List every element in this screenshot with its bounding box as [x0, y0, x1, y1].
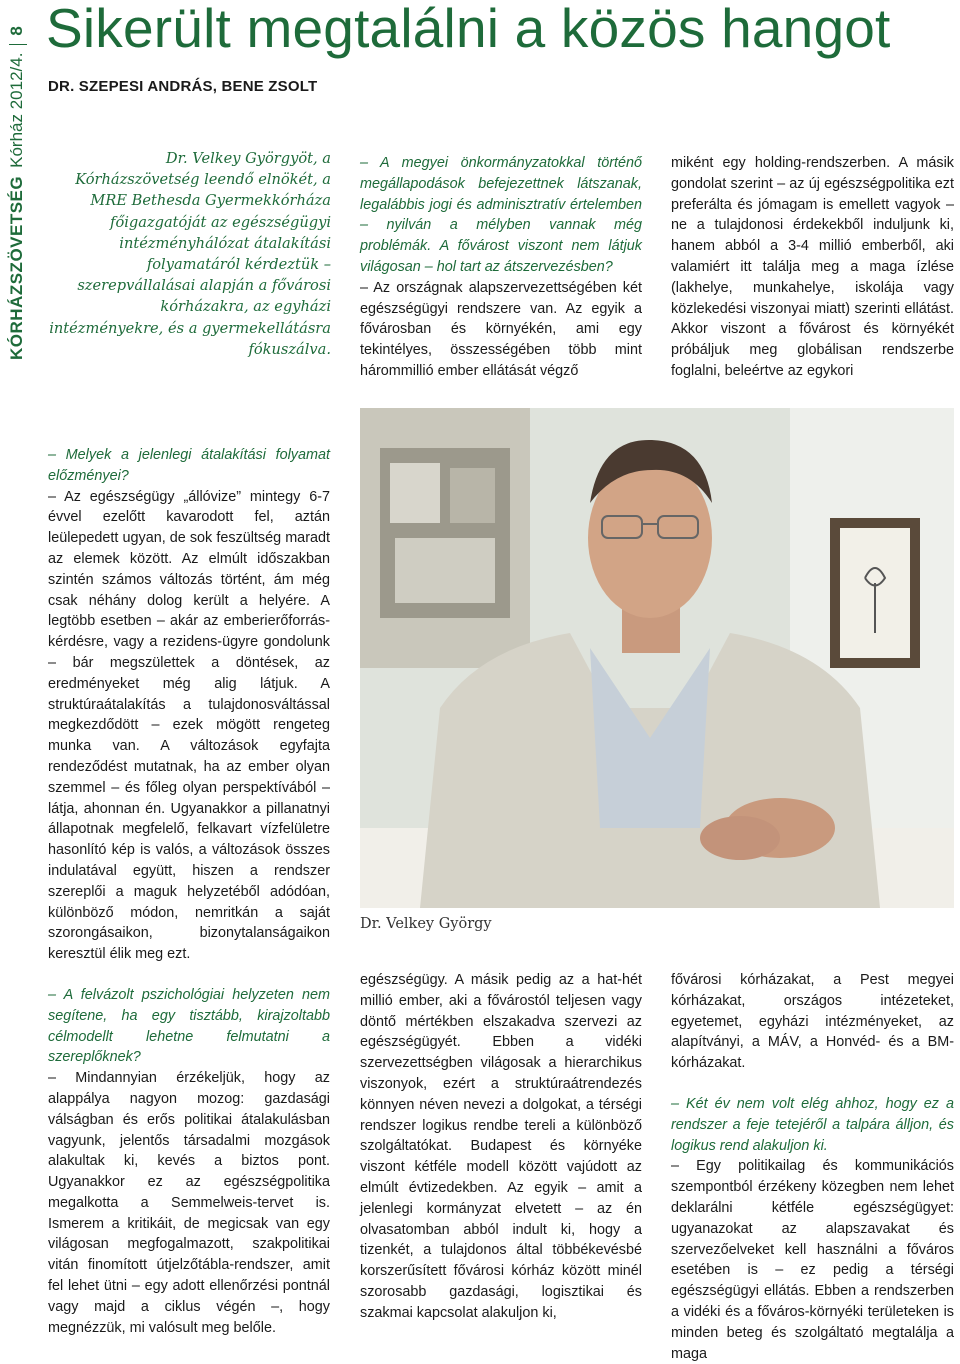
photo-caption: Dr. Velkey György [360, 916, 492, 932]
article-authors: DR. SZEPESI ANDRÁS, BENE ZSOLT [48, 78, 318, 95]
column-2-top [360, 153, 642, 382]
question: – A felvázolt pszichológiai helyzeten nem segítene, ha egy tisztább, kirajzoltabb célmodellt lehetne felmutatni a szereplőknek? [48, 986, 330, 1066]
answer: – Az országnak alapszervezettségében két egészségügyi rendszere van. Az egyik a fővárosban és környékén, ami egy tekintélyes, összességében több mint hárommillió ember ellátását végző [360, 279, 642, 379]
body-text: egészségügy. A másik pedig az a hat-hét millió ember, aki a fővárostól teljesen vagy döntő mértékben elszakadva szervezi az egészségügyét. Ebben a vidéki szervezettségben világosak a hierarchikus viszonyok, ezért a struktúraátrendezés könnyen néven nevezi a dolgokat, a térségi rendszer logikus rendbe tereli a különböző szolgáltatókat. Budapest és környéke viszont kétféle modell között vajúdott az elmúlt évtizedekben. Az egyik – amit a jelenlegi kormányzat elvetett – az én olvasatomban abból indult ki, hogy a tizenkét, a tulajdonos által többékevésbé korszerűsített fővárosi kórház között minél szorosabb gazdasági, logisztikai és szakmai kapcsolat alakuljon ki, [360, 972, 642, 1321]
body-text: miként egy holding-rendszerben. A másik gondolat szerint – az új egészségpolitika ezt preferálta és jómagam is emellett vagyok – ne a tulajdonosi érdekekből induljunk ki, hanem abból a 3-4 millió emberből, aki valamiért itt találja meg a maga ízlése (lakhelye, munkahelye, iskolája vagy közlekedési viszonyai miatt) szerinti ellátást. Akkor viszont a fővárost és környékét próbáljuk meg globálisan rendszerbe foglalni, beleértve az egykori [671, 155, 954, 379]
magazine-brand: KÓRHÁZSZÖVETSÉG [7, 175, 26, 360]
article-title: Sikerült megtalálni a közös hangot [46, 0, 891, 59]
answer: fővárosi kórházakat, a Pest megyei kórházakat, országos intézeteket, egyetemet, egyházi intézményeket, az alapítványi, a MÁV, a Honvéd- és a BM-kórházakat. [671, 972, 954, 1072]
page-number: 8 [7, 26, 26, 36]
side-header [0, 0, 34, 360]
column-1 [48, 445, 330, 1338]
column-3-bottom [671, 970, 954, 1364]
answer: – Mindannyian érzékeljük, hogy az alappálya nagyon mozog: gazdasági válságban és erős politikai átalakulásban vagyunk, jelentős társadalmi mozgások alakultak ki, kevés a biztos pont. Ugyanakkor ez az egészségpolitika megalkotta a Semmelweis-tervet is. Ismerem a kritikáit, de megicsak van egy világosan megfogalmazott, szakpolitikai vitán finomított útjelzőtábla-rendszer, amit fel lehet ütni – egy adott ellenőrzési pontnál vagy majd a ciklus végén –, hogy megnézzük, mi valósult meg belőle. [48, 1070, 330, 1336]
divider [9, 44, 27, 45]
question: – Két év nem volt elég ahhoz, hogy ez a rendszer a feje tetejéről a talpára álljon, és logikus rend alakuljon ki. [671, 1095, 954, 1154]
answer: – Az egészségügy „állóvize” mintegy 6-7 évvel ezelőtt kavarodott fel, aztán leülepedett ugyan, de sok feszültség maradt az elemek között. Az elmúlt időszakban szintén számos változás történt, ám még csak néhány dolog került a helyére. A legtöbb esetben – akár az emberierőforrás-kérdésre, vagy a rezidens-ügyre gondolunk – bár megszülettek a döntések, az eredményeket még alig látjuk. A struktúraátalakítás a tulajdonosváltással megkezdődött – ezek mögött rengeteg munka van. A változások egyfajta rendeződést mutatnak, ha az ember olyan szemmel – és főleg olyan perspektívából – látja, ahonnan én. Ugyanakkor a pillanatnyi állapotnak megfelelő, felkavart vízfelületre hasonlító kép is valós, a változások összes indulatával együtt, hiszen a rendszer szereplői a maguk helyzetéből adódóan, különböző módon, nemritkán a saját szorongásaikon, bizonytalanságaikon keresztül élik meg ezt. [48, 488, 330, 963]
question: – Melyek a jelenlegi átalakítási folyamat előzményei? [48, 447, 330, 484]
issue-label: Kórház 2012/4. [7, 52, 26, 168]
portrait-photo [360, 408, 954, 908]
question: – A megyei önkormányzatokkal történő megállapodások befejezettnek látszanak, legalábbis jogi és adminisztratív értelemben – nyilván a mélyben vannak még problémák. A fővárost viszont nem látjuk világosan – hol tart az átszervezésben? [360, 155, 642, 275]
column-3-top [671, 153, 954, 382]
column-2-bottom [360, 970, 642, 1324]
article-lead: Dr. Velkey Györgyöt, a Kórházszövetség leendő elnökét, a MRE Bethesda Gyermekkórháza főigazgatóját az egészségügyi intézményhálózat átalakítási folyamatáról kérdeztük – szerepvállalásai alapján a fővárosi kórházakra, az egyházi intézményekre, és a gyermekellátásra fókuszálva. [49, 150, 331, 358]
answer: – Egy politikailag és kommunikációs szempontból érzékeny közegben nem lehet deklarálni kétféle egészségügyet: ugyanazokat az alapszavakat és szervezőelveket kell használni a főváros esetében is – ez pedig a térségi egészségügyi ellátás. Ebben a rendszerben a vidéki és a főváros-környéki területeken is minden beteg és szolgáltató megtalálja a maga [671, 1158, 954, 1362]
